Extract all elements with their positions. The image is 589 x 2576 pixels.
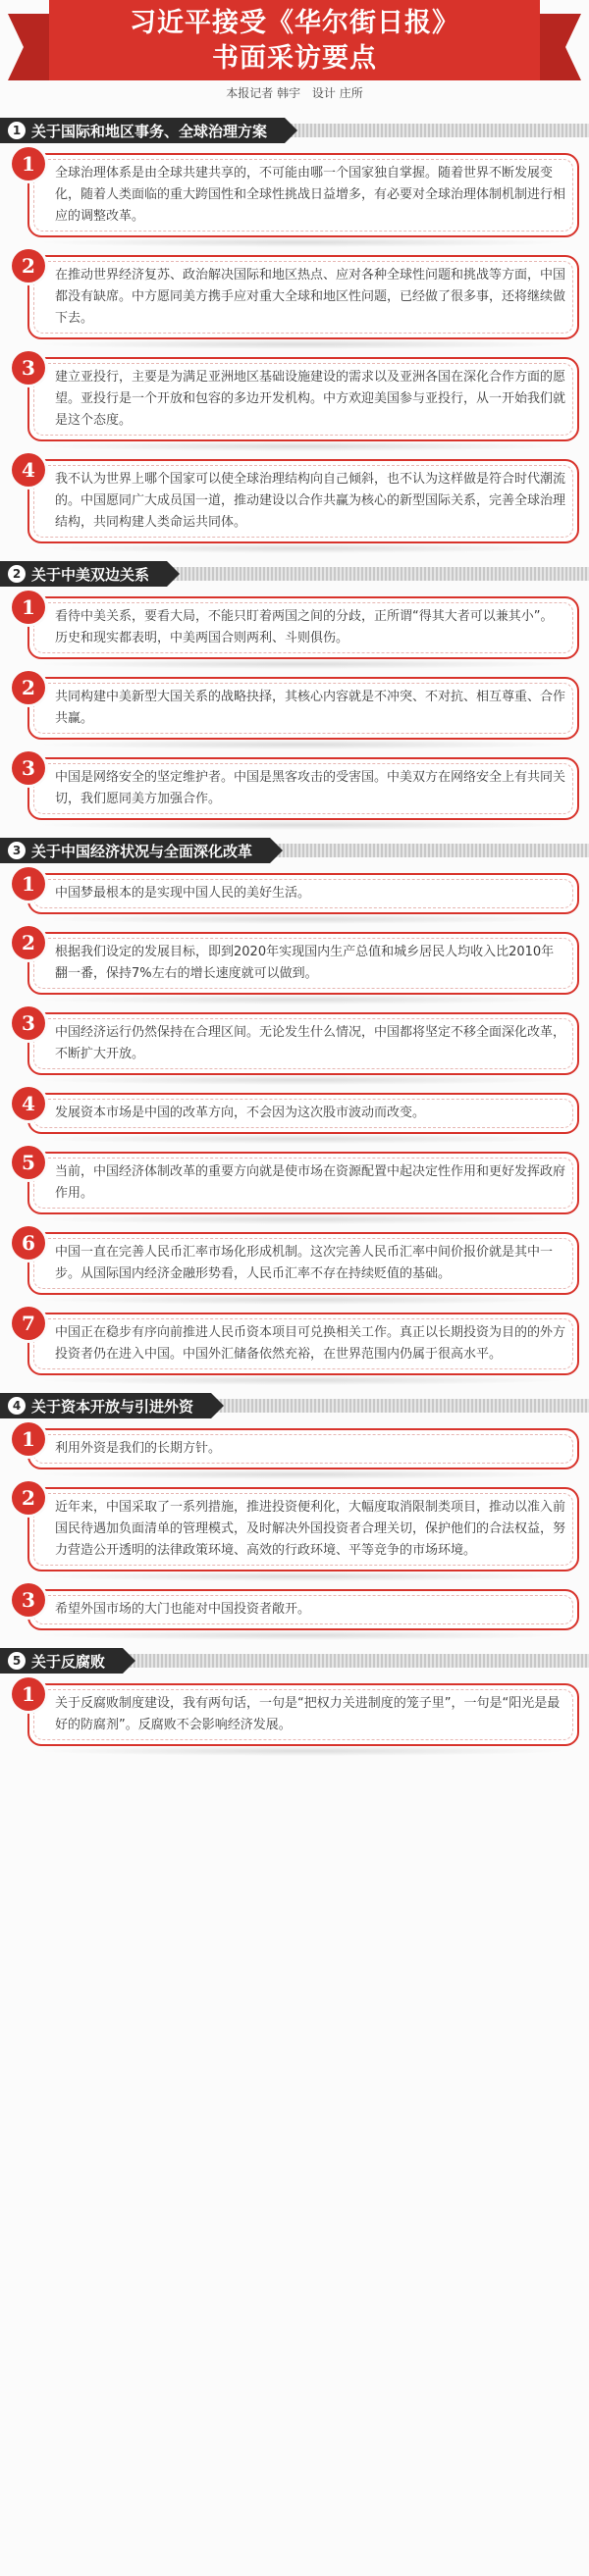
- list-item: [16, 1589, 579, 1630]
- list-item: [16, 1487, 579, 1571]
- item-number-badge: 4: [12, 453, 45, 487]
- item-shadow: [35, 1630, 569, 1640]
- byline-reporter: 本报记者 韩宇: [226, 86, 301, 100]
- page-title: 习近平接受《华尔街日报》: [130, 8, 459, 38]
- item-text: 近年来，中国采取了一系列措施，推进投资便利化，大幅度取消限制类项目，推动以准入前国民待遇加负面清单的管理模式，及时解决外国投资者合理关切，保护他们的合法权益，努力营造公开透明的法律政策环境、高效的行政环境、平等竞争的市场环境。: [27, 1487, 579, 1571]
- section-tag: [0, 118, 285, 143]
- item-shadow: [35, 339, 569, 349]
- item-text: 关于反腐败制度建设，我有两句话，一句是“把权力关进制度的笼子里”，一句是“阳光是最好的防腐剂”。反腐败不会影响经济发展。: [27, 1683, 579, 1746]
- section-title: 关于中美双边关系: [31, 565, 150, 584]
- item-shadow: [35, 914, 569, 924]
- item-number-badge: 7: [12, 1307, 45, 1340]
- item-shadow: [35, 441, 569, 451]
- list-item: [16, 1683, 579, 1746]
- list-item: [16, 1012, 579, 1075]
- section-number: 5: [8, 1652, 26, 1670]
- item-shadow: [35, 237, 569, 247]
- section-header: [0, 1648, 589, 1674]
- item-shadow: [35, 1134, 569, 1144]
- item-number-badge: 2: [12, 1481, 45, 1515]
- item-shadow: [35, 1746, 569, 1756]
- item-number-badge: 1: [12, 147, 45, 180]
- section-items: [0, 873, 589, 1375]
- section-tag: [0, 1393, 211, 1418]
- byline: [0, 84, 589, 101]
- section-tag: [0, 838, 270, 863]
- section-5: [0, 1648, 589, 1746]
- item-number-badge: 3: [12, 751, 45, 785]
- item-text: 希望外国市场的大门也能对中国投资者敞开。: [27, 1589, 579, 1630]
- title-banner: [49, 0, 540, 80]
- section-items: [0, 1683, 589, 1746]
- section-title: 关于反腐败: [31, 1652, 106, 1671]
- item-shadow: [35, 659, 569, 669]
- list-item: [16, 596, 579, 659]
- item-shadow: [35, 820, 569, 830]
- section-4: [0, 1393, 589, 1630]
- section-title: 关于中国经济状况与全面深化改革: [31, 842, 253, 860]
- header: [0, 0, 589, 110]
- item-text: 中国经济运行仍然保持在合理区间。无论发生什么情况，中国都将坚定不移全面深化改革，不断扩大开放。: [27, 1012, 579, 1075]
- list-item: [16, 255, 579, 339]
- section-items: [0, 153, 589, 543]
- item-number-badge: 1: [12, 1422, 45, 1456]
- item-text: 发展资本市场是中国的改革方向，不会因为这次股市波动而改变。: [27, 1093, 579, 1134]
- item-shadow: [35, 1469, 569, 1479]
- page-subtitle: 书面采访要点: [212, 43, 377, 74]
- item-number-badge: 2: [12, 671, 45, 704]
- section-header: [0, 561, 589, 587]
- list-item: [16, 757, 579, 820]
- section-number: 4: [8, 1397, 26, 1415]
- item-number-badge: 4: [12, 1087, 45, 1120]
- item-text: 根据我们设定的发展目标，即到2020年实现国内生产总值和城乡居民人均收入比2010年翻一番，保持7%左右的增长速度就可以做到。: [27, 932, 579, 995]
- item-number-badge: 1: [12, 1677, 45, 1711]
- list-item: [16, 1428, 579, 1469]
- section-title: 关于国际和地区事务、全球治理方案: [31, 122, 268, 140]
- item-text: 中国是网络安全的坚定维护者。中国是黑客攻击的受害国。中美双方在网络安全上有共同关切，我们愿同美方加强合作。: [27, 757, 579, 820]
- list-item: [16, 1093, 579, 1134]
- item-text: 共同构建中美新型大国关系的战略抉择，其核心内容就是不冲突、不对抗、相互尊重、合作共赢。: [27, 677, 579, 740]
- item-text: 利用外资是我们的长期方针。: [27, 1428, 579, 1469]
- section-items: [0, 596, 589, 820]
- list-item: [16, 677, 579, 740]
- item-number-badge: 2: [12, 249, 45, 283]
- item-text: 中国正在稳步有序向前推进人民币资本项目可兑换相关工作。真正以长期投资为目的的外方投资者仍在进入中国。中国外汇储备依然充裕，在世界范围内仍属于很高水平。: [27, 1313, 579, 1375]
- item-shadow: [35, 543, 569, 553]
- item-number-badge: 3: [12, 1583, 45, 1617]
- item-text: 中国梦最根本的是实现中国人民的美好生活。: [27, 873, 579, 914]
- item-text: 看待中美关系，要看大局，不能只盯着两国之间的分歧，正所谓“得其大者可以兼其小”。历史和现实都表明，中美两国合则两利、斗则俱伤。: [27, 596, 579, 659]
- item-number-badge: 3: [12, 1006, 45, 1040]
- item-shadow: [35, 1214, 569, 1224]
- item-number-badge: 2: [12, 926, 45, 959]
- list-item: [16, 459, 579, 543]
- item-text: 在推动世界经济复苏、政治解决国际和地区热点、应对各种全球性问题和挑战等方面，中国都没有缺席。中方愿同美方携手应对重大全球和地区性问题，已经做了很多事，还将继续做下去。: [27, 255, 579, 339]
- section-number: 3: [8, 842, 26, 859]
- byline-design: 设计 庄所: [311, 86, 363, 100]
- item-shadow: [35, 995, 569, 1005]
- section-1: [0, 118, 589, 543]
- list-item: [16, 1313, 579, 1375]
- item-number-badge: 5: [12, 1146, 45, 1179]
- item-shadow: [35, 1375, 569, 1385]
- sections-container: [0, 118, 589, 1746]
- section-2: [0, 561, 589, 820]
- item-text: 建立亚投行，主要是为满足亚洲地区基础设施建设的需求以及亚洲各国在深化合作方面的愿望。亚投行是一个开放和包容的多边开发机构。中方欢迎美国参与亚投行，从一开始我们就是这个态度。: [27, 357, 579, 441]
- item-number-badge: 1: [12, 867, 45, 901]
- item-number-badge: 3: [12, 351, 45, 385]
- section-header: [0, 1393, 589, 1418]
- section-tag: [0, 1648, 123, 1674]
- item-shadow: [35, 1571, 569, 1581]
- section-number: 2: [8, 565, 26, 583]
- section-items: [0, 1428, 589, 1630]
- section-number: 1: [8, 122, 26, 139]
- item-text: 我不认为世界上哪个国家可以使全球治理结构向自己倾斜，也不认为这样做是符合时代潮流的。中国愿同广大成员国一道，推动建设以合作共赢为核心的新型国际关系，完善全球治理结构，共同构建人类命运共同体。: [27, 459, 579, 543]
- section-title: 关于资本开放与引进外资: [31, 1397, 194, 1416]
- list-item: [16, 1232, 579, 1295]
- list-item: [16, 932, 579, 995]
- item-text: 当前，中国经济体制改革的重要方向就是使市场在资源配置中起决定性作用和更好发挥政府作用。: [27, 1152, 579, 1214]
- item-text: 全球治理体系是由全球共建共享的，不可能由哪一个国家独自掌握。随着世界不断发展变化，随着人类面临的重大跨国性和全球性挑战日益增多，有必要对全球治理体制机制进行相应的调整改革。: [27, 153, 579, 237]
- item-shadow: [35, 740, 569, 749]
- item-text: 中国一直在完善人民币汇率市场化形成机制。这次完善人民币汇率中间价报价就是其中一步。从国际国内经济金融形势看，人民币汇率不存在持续贬值的基础。: [27, 1232, 579, 1295]
- list-item: [16, 1152, 579, 1214]
- list-item: [16, 873, 579, 914]
- section-header: [0, 118, 589, 143]
- section-header: [0, 838, 589, 863]
- item-number-badge: 1: [12, 591, 45, 624]
- item-shadow: [35, 1295, 569, 1305]
- list-item: [16, 153, 579, 237]
- item-shadow: [35, 1075, 569, 1085]
- list-item: [16, 357, 579, 441]
- item-number-badge: 6: [12, 1226, 45, 1260]
- section-tag: [0, 561, 167, 587]
- section-3: [0, 838, 589, 1375]
